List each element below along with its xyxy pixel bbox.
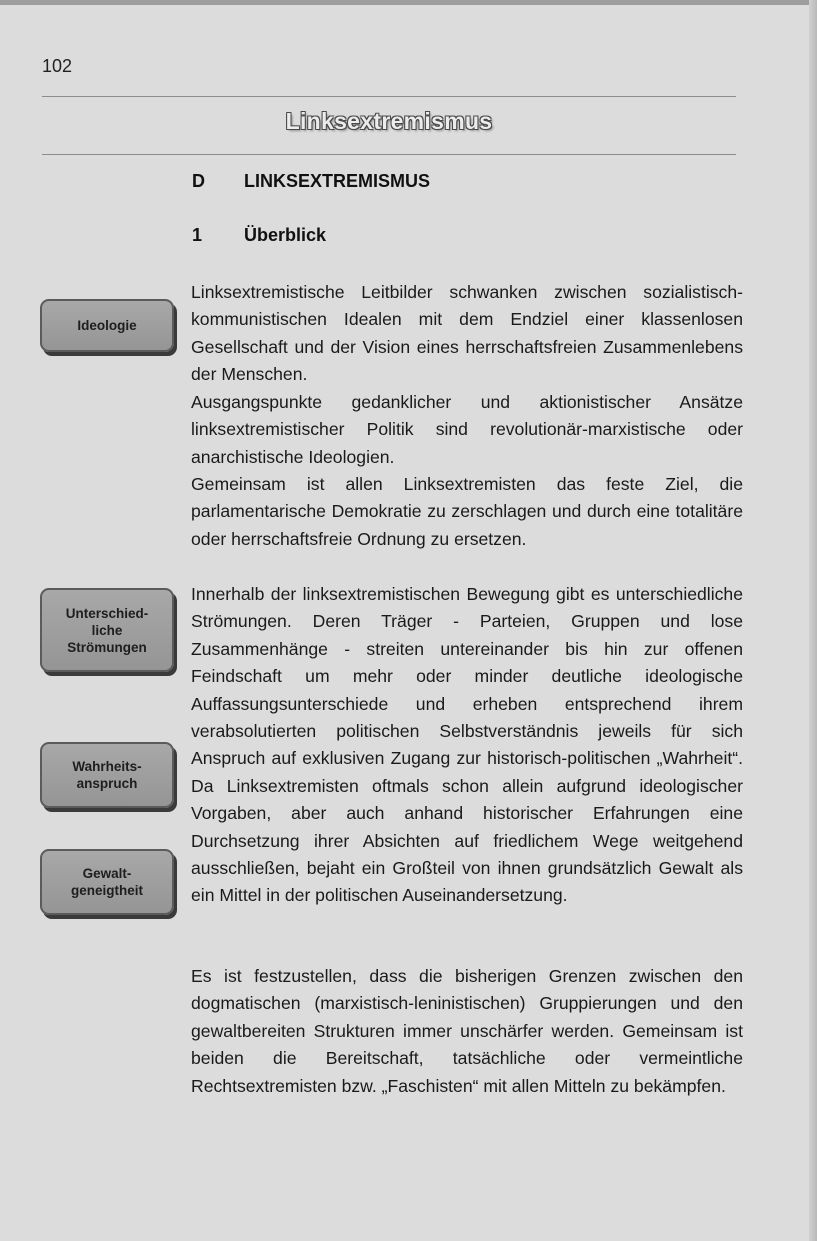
page-top-edge	[0, 0, 817, 5]
paragraph-gemeinsames-ziel: Gemeinsam ist allen Linksextremisten das feste Ziel, die parlamentarische Demokratie zu zerschlagen und durch eine totalitäre oder herrschaftsfreie Ordnung zu ersetzen.	[191, 474, 743, 549]
header-rule-bottom	[42, 154, 736, 155]
section-title: Überblick	[244, 225, 327, 245]
running-title: Linksextremismus	[285, 108, 493, 134]
section-number: 1	[192, 225, 203, 245]
paragraph-grenzen: Es ist festzustellen, dass die bisherigen Grenzen zwischen den dogmatischen (marxistisch-leninistischen) Gruppierungen und den gewaltbereiten Strukturen immer unschärfer werden. Gemeinsam ist beiden die Bereitschaft, tatsächliche oder vermeintliche Rechtsextremisten bzw. „Faschisten“ mit allen Mitteln zu bekämpfen.	[191, 966, 743, 1096]
chapter-number: D	[192, 171, 205, 191]
chapter-title: LINKSEXTREMISMUS	[244, 171, 431, 191]
margin-note-stroemungen: Unterschied- liche Strömungen	[40, 588, 174, 672]
margin-note-wahrheitsanspruch: Wahrheits- anspruch	[40, 742, 174, 808]
header-rule-top	[42, 96, 736, 97]
page-number: 102	[42, 56, 73, 76]
paragraph-stroemungen: Innerhalb der linksextremistischen Bewegung gibt es unterschiedliche Strömungen. Deren Träger - Parteien, Gruppen und lose Zusammenhänge - streiten untereinander bis hin zur offenen Feindschaft um mehr oder minder deutliche ideologische Auffassungsunterschiede und erheben entsprechend ihrem verabsolutierten politischen Selbstverständnis jeweils für sich Anspruch auf exklusiven Zugang zur historisch-politischen „Wahrheit“. Da Linksextremisten oftmals schon allein aufgrund ideologischer Vorgaben, aber auch anhand historischer Erfahrungen eine Durchsetzung ihrer Absichten auf friedlichem Wege weitgehend ausschließen, bejaht ein Großteil von ihnen grundsätzlich Gewalt als ein Mittel in der politischen Auseinandersetzung.	[191, 584, 743, 906]
margin-note-gewaltgeneigtheit: Gewalt- geneigtheit	[40, 849, 174, 915]
margin-note-ideologie: Ideologie	[40, 299, 174, 352]
paragraph-ausgangspunkte: Ausgangspunkte gedanklicher und aktionistischer Ansätze linksextremistischer Politik sind revolutionär-marxistische oder anarchistische Ideologien.	[191, 392, 743, 467]
page-right-edge	[809, 0, 817, 1241]
paragraph-leitbilder: Linksextremistische Leitbilder schwanken zwischen sozialistisch-kommunistischen Idealen mit dem Endziel einer klassenlosen Gesellschaft und der Vision eines herrschaftsfreien Zusammenlebens der Menschen.	[191, 282, 743, 385]
